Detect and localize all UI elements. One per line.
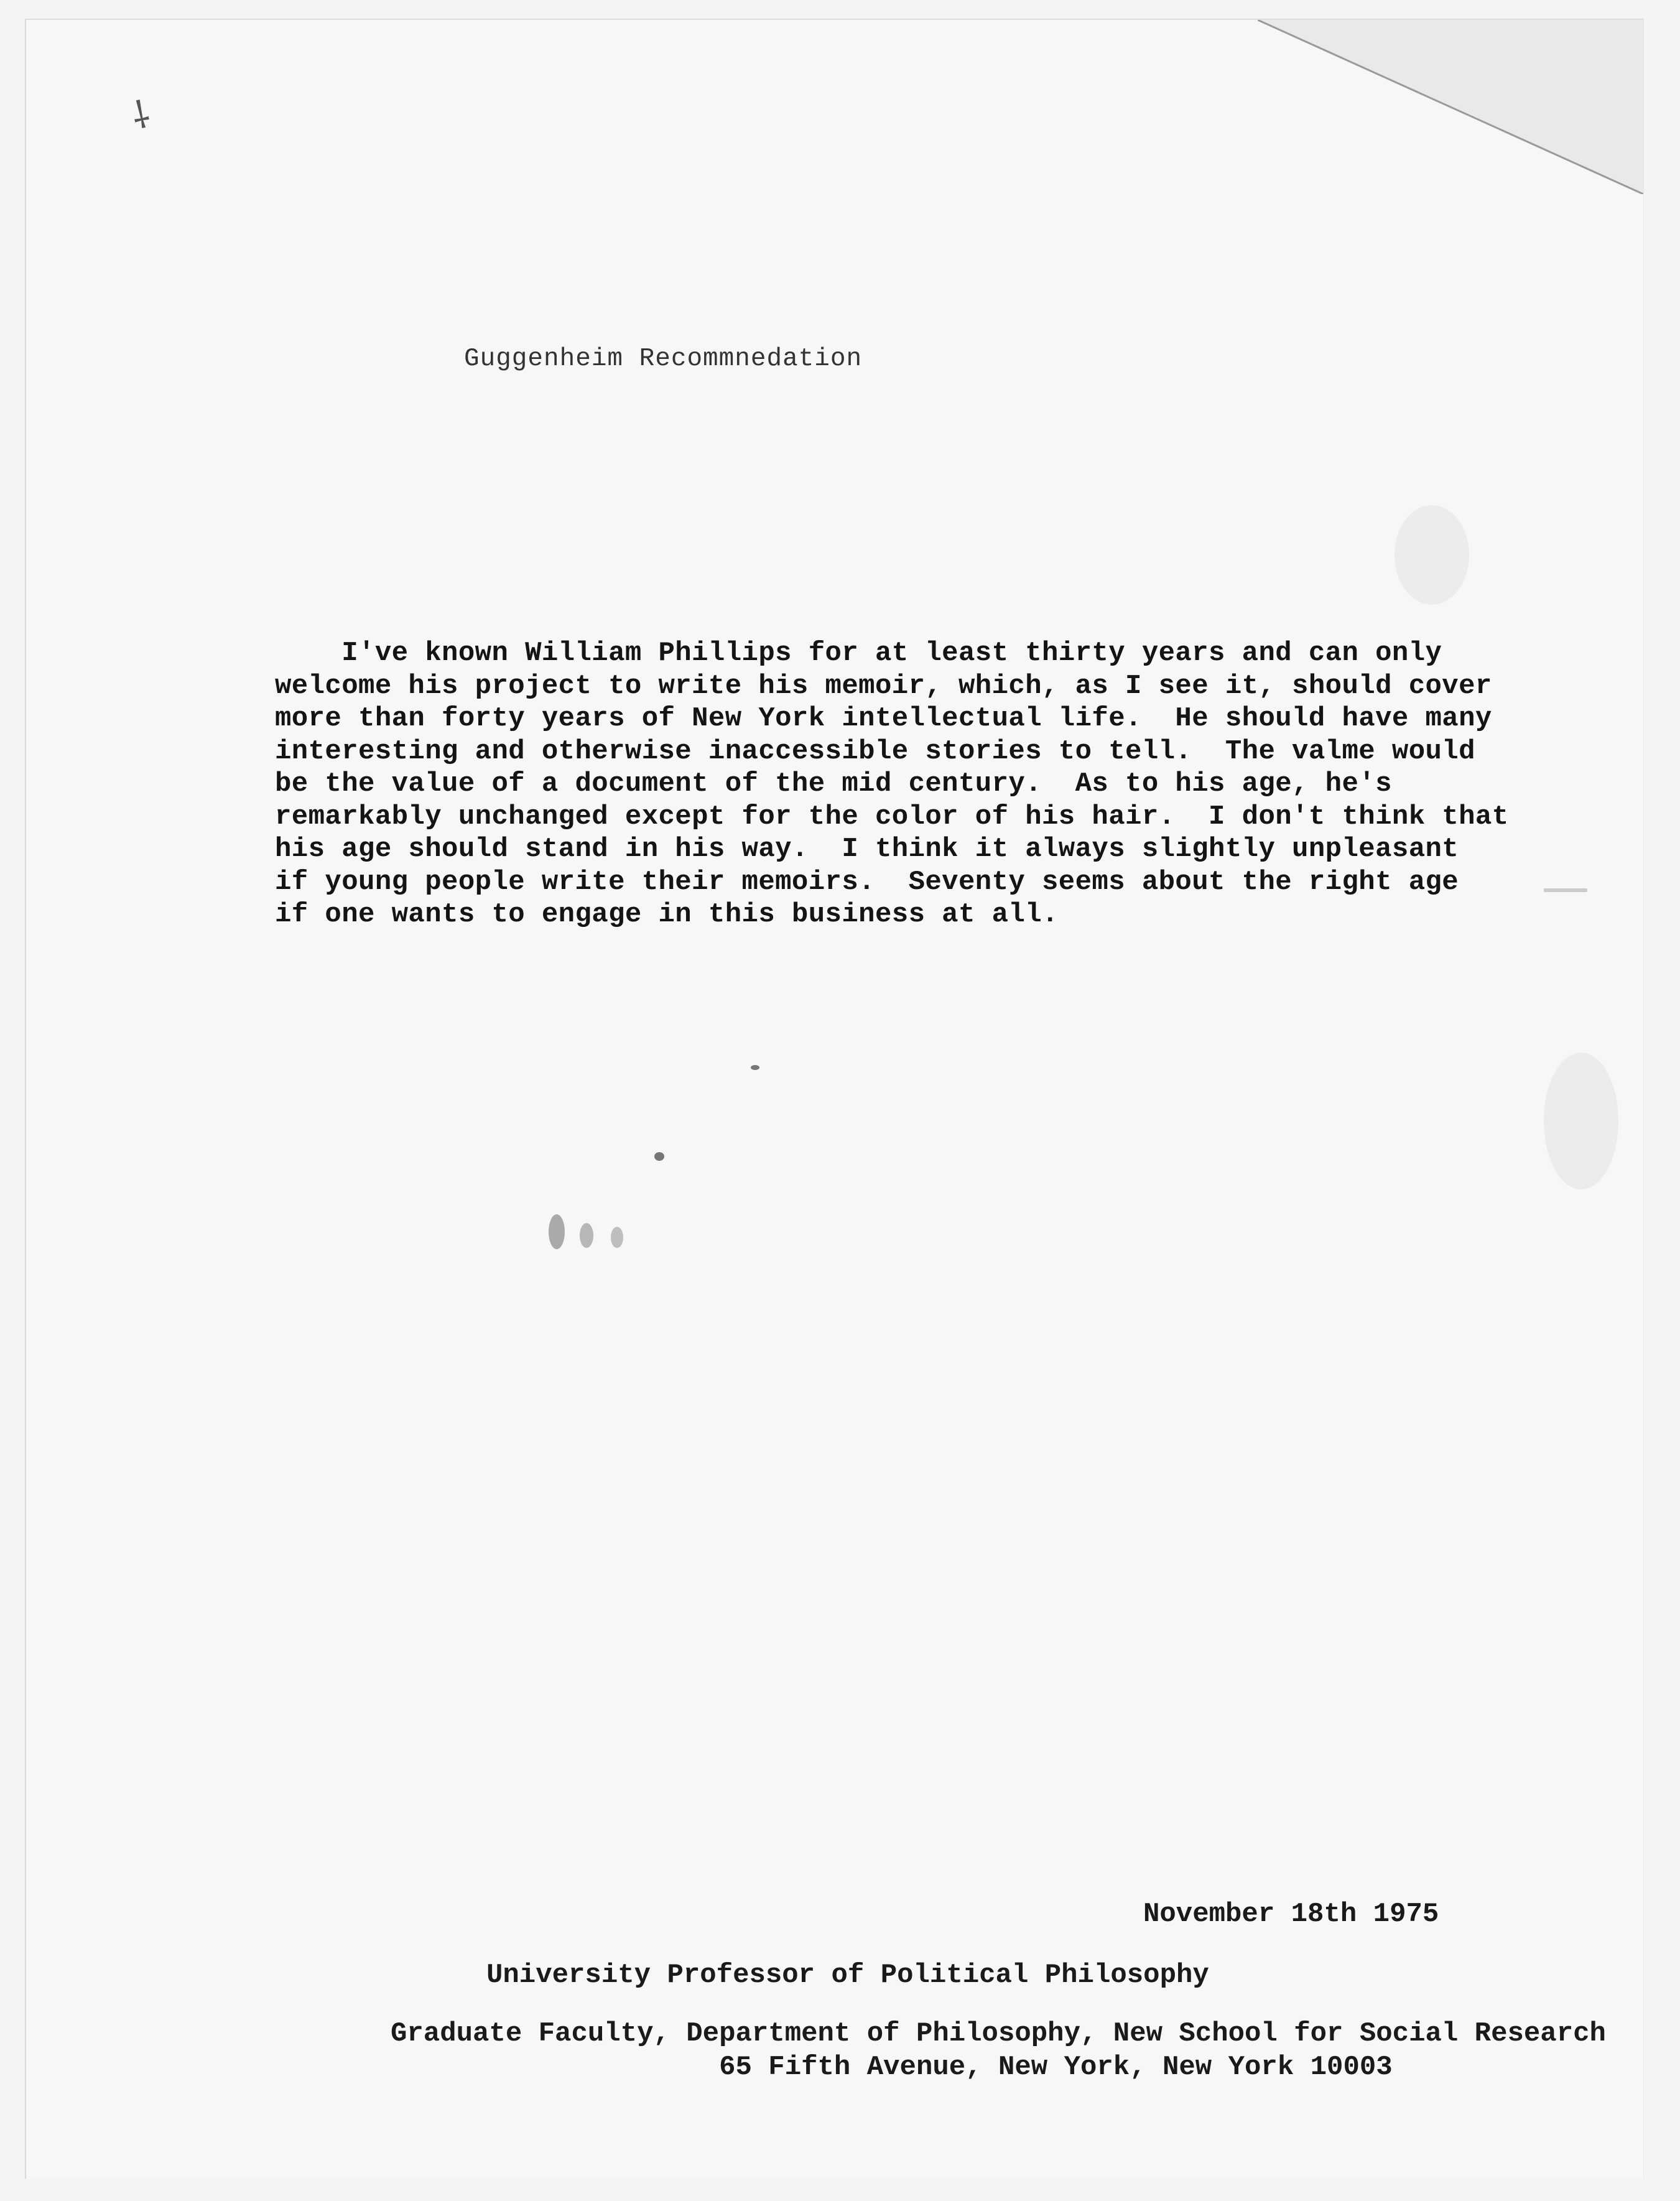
corner-pen-mark: ⸸ — [128, 92, 154, 139]
ink-speck — [611, 1227, 623, 1248]
body-line: welcome his project to write his memoir, which, as I see it, should cover — [275, 670, 1492, 702]
body-line: more than forty years of New York intellectual life. He should have many — [275, 703, 1492, 734]
paper-smudge — [1395, 505, 1469, 605]
address-line: Graduate Faculty, Department of Philosophy, New School for Social Research — [391, 2018, 1606, 2049]
letter-date: November 18th 1975 — [1143, 1899, 1439, 1930]
author-address — [391, 2017, 1606, 2084]
ink-speck — [751, 1065, 759, 1070]
document-title: Guggenheim Recommnedation — [464, 345, 863, 373]
paper-smudge — [1544, 1053, 1618, 1189]
address-line: 65 Fifth Avenue, New York, New York 10003 — [391, 2052, 1393, 2083]
ink-speck — [580, 1223, 593, 1248]
body-line: be the value of a document of the mid century. As to his age, he's — [275, 768, 1392, 799]
body-line: I've known William Phillips for at least thirty years and can only — [275, 638, 1442, 669]
author-position: University Professor of Political Philosophy — [486, 1960, 1209, 1991]
body-line: if one wants to engage in this business at all. — [275, 899, 1059, 930]
body-line: remarkably unchanged except for the color of his hair. I don't think that — [275, 801, 1509, 832]
body-paragraph — [275, 637, 1509, 931]
ink-speck — [1544, 888, 1587, 892]
body-line: interesting and otherwise inaccessible stories to tell. The valme would — [275, 735, 1475, 767]
folded-corner-shadow — [1258, 20, 1643, 194]
paper-sheet — [25, 19, 1644, 2179]
body-line: his age should stand in his way. I think it always slightly unpleasant — [275, 834, 1459, 865]
body-line: if young people write their memoirs. Seventy seems about the right age — [275, 866, 1459, 898]
ink-speck — [654, 1152, 664, 1161]
ink-speck — [549, 1214, 565, 1249]
